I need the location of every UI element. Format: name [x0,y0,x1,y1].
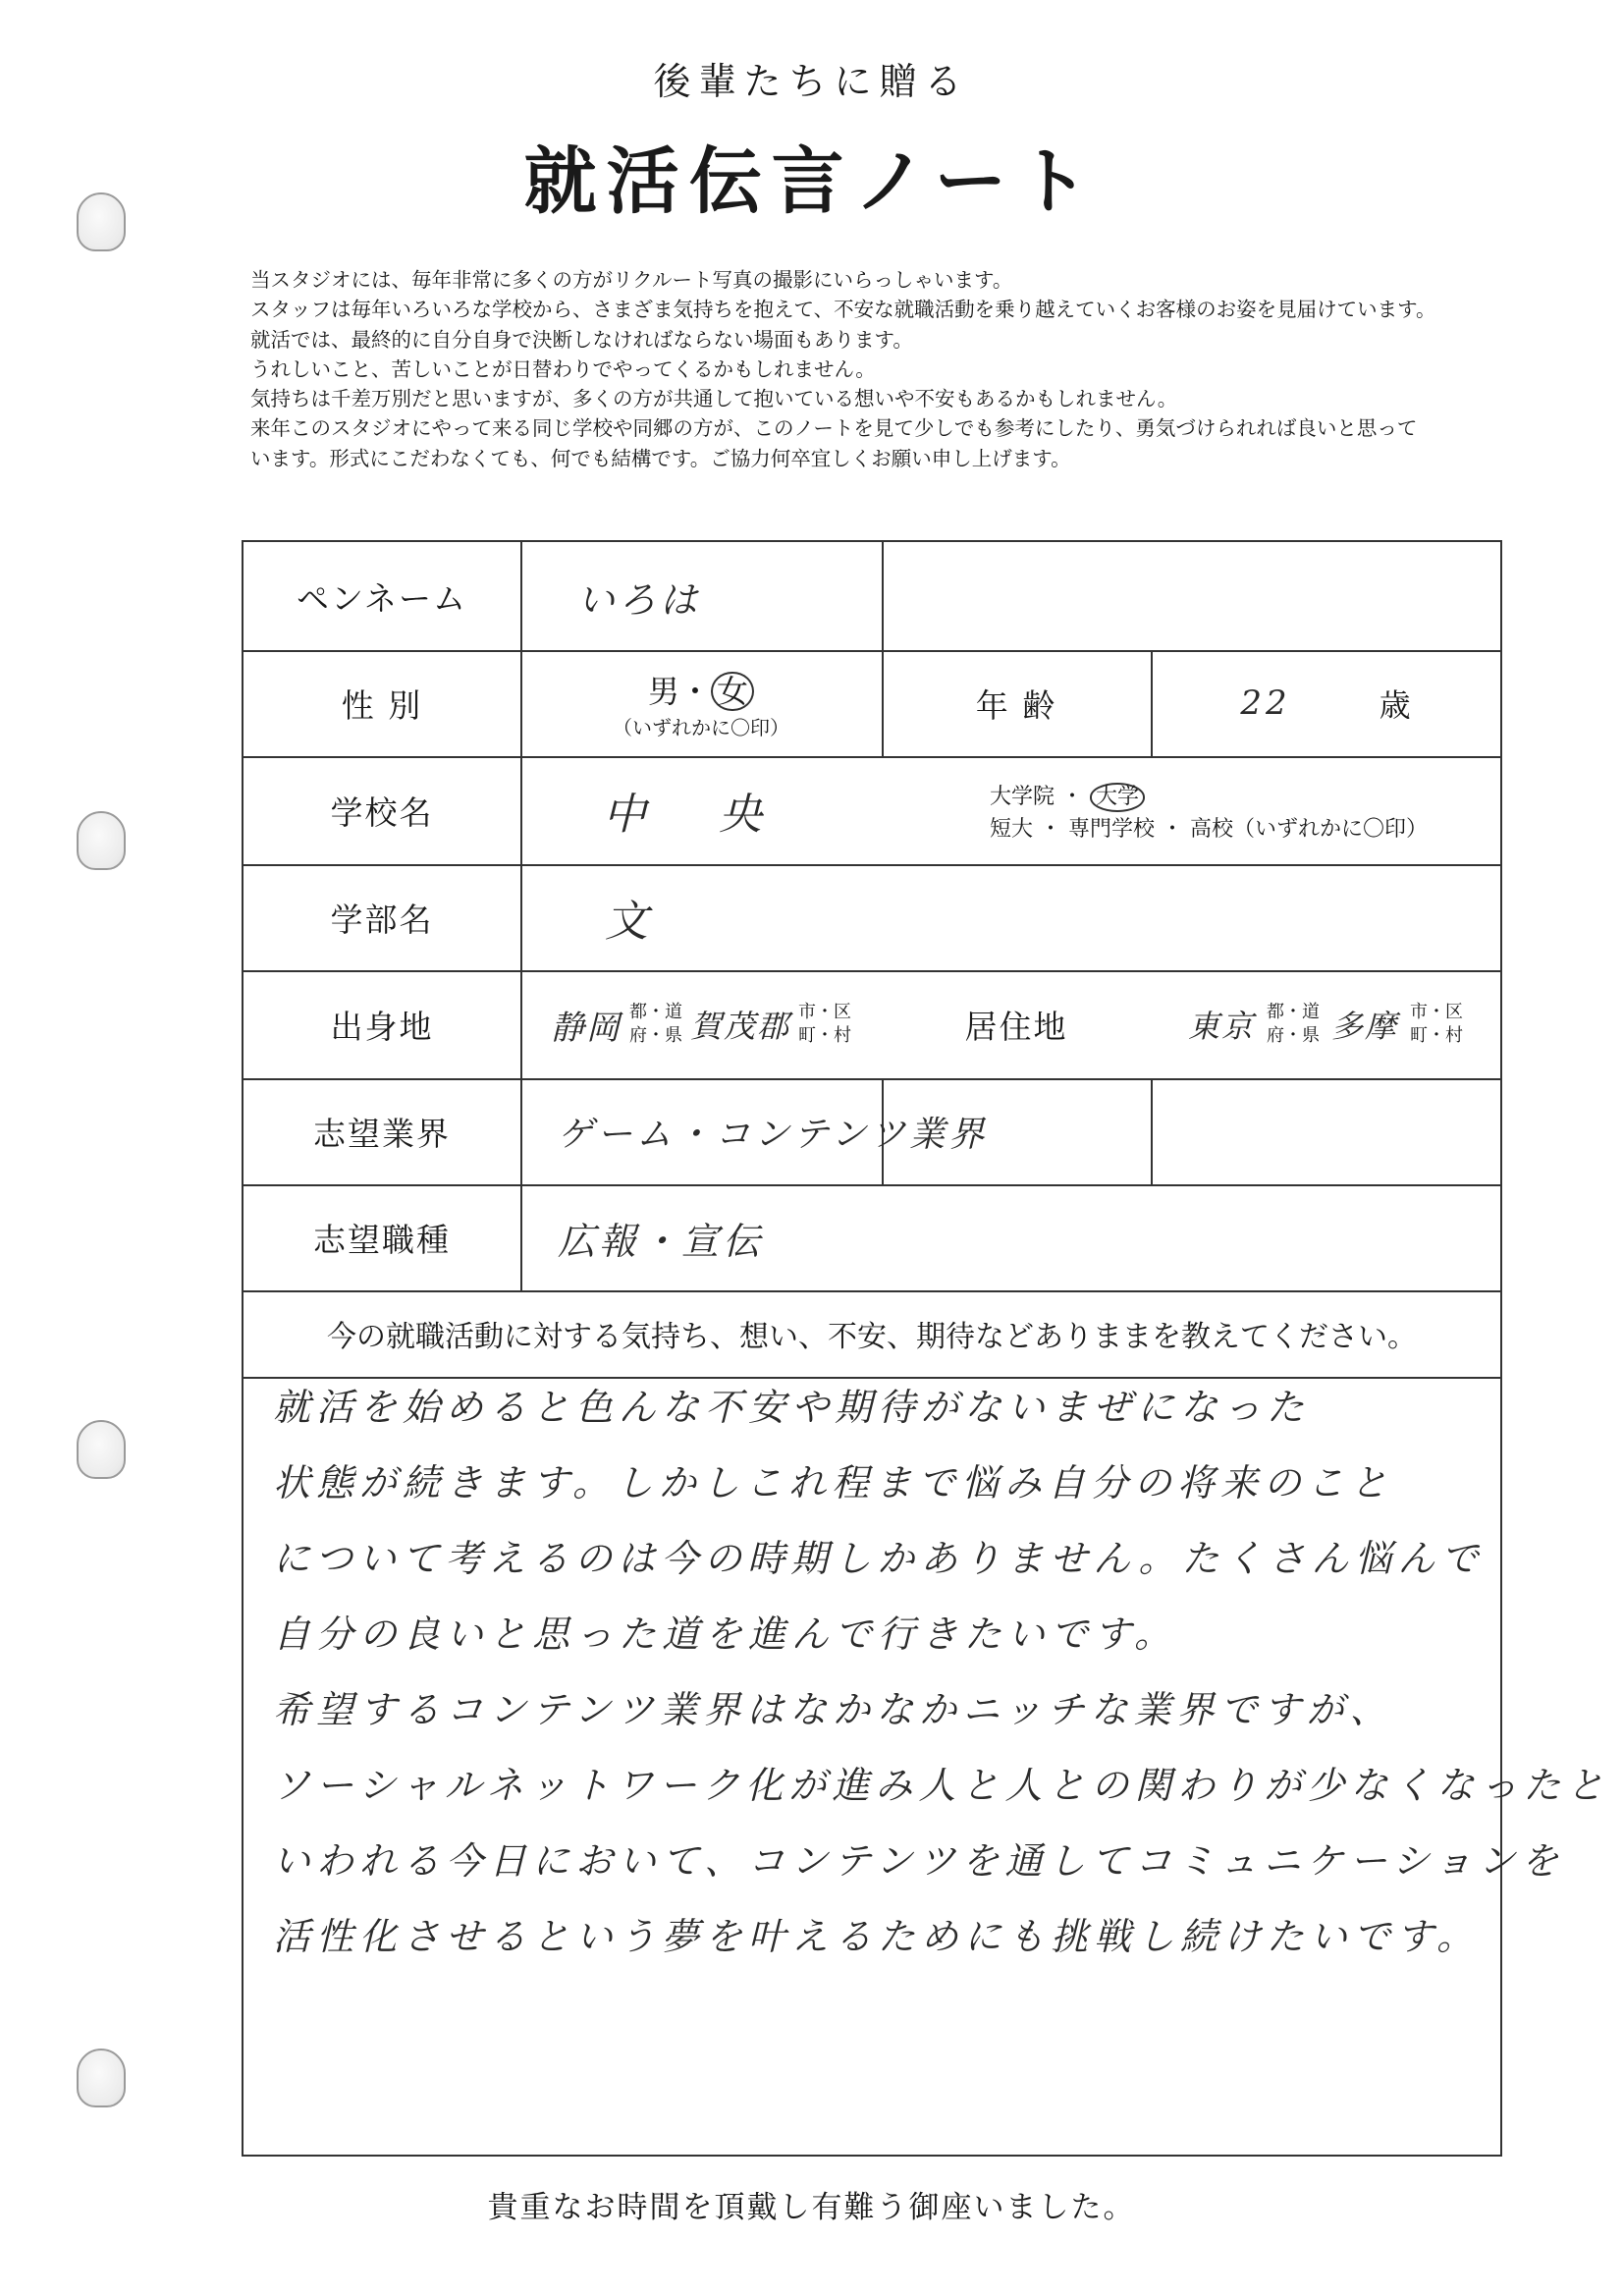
answer-line: ソーシャルネットワーク化が進み人と人との関わりが少なくなったと [273,1764,1610,1807]
answer-line: 活性化させるという夢を叶えるためにも挑戦し続けたいです。 [273,1915,1480,1958]
intro-line: います。形式にこだわなくても、何でも結構です。ご協力何卒宜しくお願い申し上げます。 [250,446,1071,470]
intro-line: スタッフは毎年いろいろな学校から、さまざま気持ちを抱えて、不安な就職活動を乗り越えていくお客様のお姿を見届けています。 [250,298,1436,322]
age-value [1151,650,1500,756]
answer-text [273,1377,1610,1982]
intro-text [250,265,1576,473]
intro-line: うれしいこと、苦しいことが日替わりでやってくるかもしれません。 [250,356,876,381]
residence-city: 多摩 [1331,1008,1399,1045]
school-type-options: 大学院 ・ 大学 短大 ・ 専門学校 ・ 高校（いずれかに〇印） [990,785,1428,842]
gender-note: （いずれかに〇印） [613,715,789,739]
school-type-line2: 短大 ・ 専門学校 ・ 高校（いずれかに〇印） [990,816,1428,842]
gender-label: 性 別 [341,685,423,725]
binder-hole-4 [77,2049,126,2107]
school-label: 学校名 [330,793,434,832]
hometown-label: 出身地 [330,1007,434,1046]
residence-city-kind: 市・区 町・村 [1410,1002,1464,1046]
intro-line: 就活では、最終的に自分自身で決断しなければならない場面もあります。 [250,327,913,352]
penname-label: ペンネーム [296,578,467,618]
age-unit: 歳 [1379,686,1411,724]
page-title: 就活伝言ノート [523,139,1100,224]
school-type-univ-circled: 大学 [1090,783,1145,811]
hometown-city-kind: 市・区 町・村 [798,1002,851,1046]
gender-male: 男 [647,672,679,710]
redacted-area [884,542,1500,648]
answer-line: 状態が続きます。しかしこれ程まで悩み自分の将来のこと [273,1461,1393,1504]
intro-line: 気持ちは千差万別だと思いますが、多くの方が共通して抱いている想いや不安もあるかもしれません。 [250,387,1178,411]
binder-hole-2 [77,811,126,870]
age-number: 22 [1240,683,1291,723]
hometown-value [520,970,882,1078]
job-label: 志望職種 [313,1220,451,1259]
hometown-pref: 静岡 [550,1008,622,1048]
info-form [242,540,1610,2157]
age-label: 年 齢 [975,685,1057,725]
footer-thanks: 貴重なお時間を頂戴し有難う御座いました。 [487,2190,1136,2225]
hometown-city: 賀茂郡 [689,1008,790,1045]
school-value: 中 央 [603,790,791,840]
page-subtitle: 後輩たちに贈る [653,60,970,103]
industry-label: 志望業界 [313,1114,451,1153]
faculty-value: 文 [605,897,652,947]
intro-line: 来年このスタジオにやって来る同じ学校や同郷の方が、このノートを見て少しでも参考にしたり、勇気づけられれば良いと思って [250,416,1418,441]
residence-pref: 東京 [1187,1008,1255,1045]
gender-female-circled: 女 [711,672,754,712]
gender-options: 男・ 女 （いずれかに〇印） [613,672,789,739]
residence-label: 居住地 [964,1007,1068,1046]
residence-pref-kind: 都・道 府・県 [1267,1002,1320,1046]
job-value: 広報・宣伝 [558,1219,765,1263]
industry-value: ゲーム・コンテンツ業界 [558,1114,989,1155]
binder-hole-3 [77,1420,126,1479]
penname-value: いろは [577,577,702,622]
faculty-label: 学部名 [330,900,434,939]
answer-line: 自分の良いと思った道を進んで行きたいです。 [273,1613,1177,1656]
hometown-pref-kind: 都・道 府・県 [628,1002,682,1046]
intro-line: 当スタジオには、毎年非常に多くの方がリクルート写真の撮影にいらっしゃいます。 [250,268,1013,292]
answer-line: 希望するコンテンツ業界はなかなかニッチな業界ですが、 [273,1688,1393,1731]
answer-line: について考えるのは今の時期しかありません。たくさん悩んで [273,1537,1485,1580]
question-prompt: 今の就職活動に対する気持ち、想い、不安、期待などありままを教えてください。 [327,1320,1417,1354]
residence-value [1151,970,1500,1078]
answer-line: いわれる今日において、コンテンツを通してコミュニケーションを [273,1839,1565,1883]
school-type-grad: 大学院 [990,785,1055,810]
answer-line: 就活を始めると色んな不安や期待がないまぜになった [273,1386,1311,1429]
